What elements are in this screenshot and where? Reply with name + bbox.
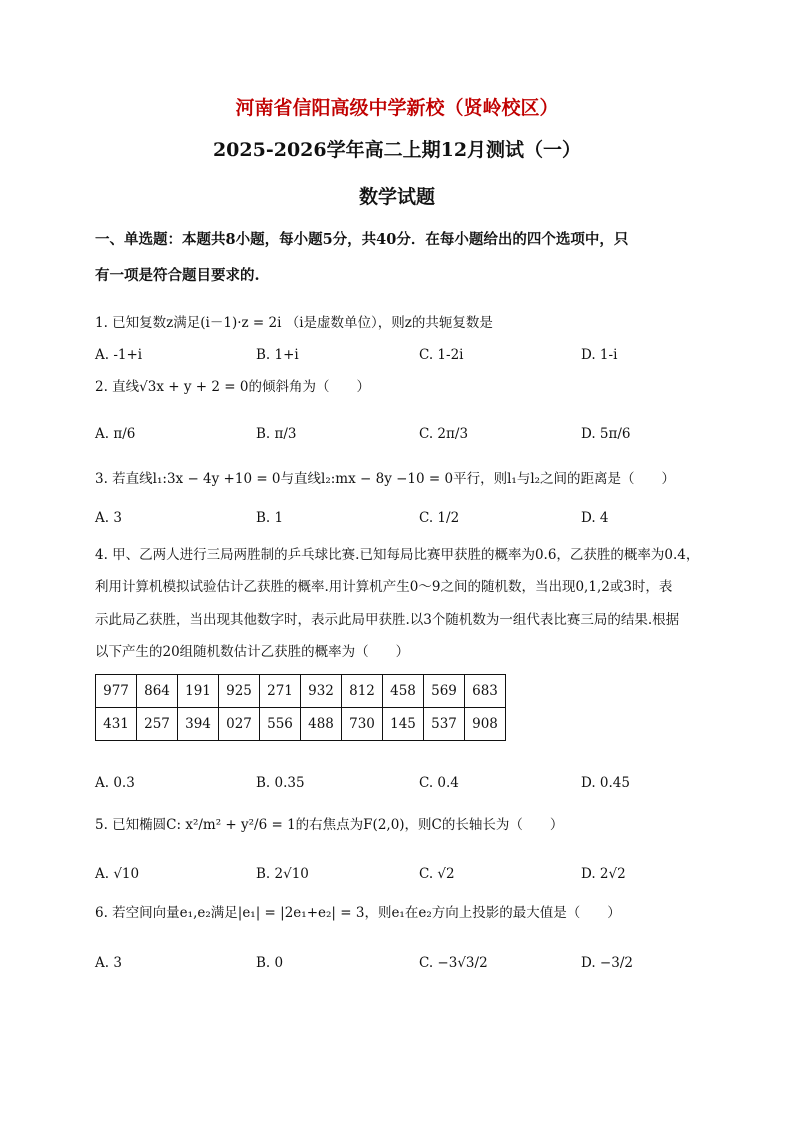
subject-title: 数学试题 bbox=[358, 186, 435, 208]
table-cell: 488 bbox=[301, 708, 342, 741]
q2-option-a: A. π/6 bbox=[95, 426, 136, 442]
table-cell: 257 bbox=[137, 708, 178, 741]
q6-option-a: A. 3 bbox=[95, 955, 122, 971]
q6-option-d: D. −3/2 bbox=[581, 955, 633, 971]
q6-option-b: B. 0 bbox=[256, 955, 284, 971]
q3-option-a: A. 3 bbox=[95, 510, 122, 526]
table-cell: 864 bbox=[137, 675, 178, 708]
q5-option-b: B. 2√10 bbox=[256, 866, 309, 882]
q3-option-d: D. 4 bbox=[581, 510, 609, 526]
table-cell: 908 bbox=[465, 708, 506, 741]
table-cell: 925 bbox=[219, 675, 260, 708]
table-cell: 431 bbox=[96, 708, 137, 741]
q5-option-d: D. 2√2 bbox=[581, 866, 626, 882]
table-cell: 556 bbox=[260, 708, 301, 741]
table-row bbox=[96, 675, 506, 708]
q3-option-c: C. 1/2 bbox=[419, 510, 460, 526]
table-cell: 027 bbox=[219, 708, 260, 741]
table-cell: 683 bbox=[465, 675, 506, 708]
table-cell: 537 bbox=[424, 708, 465, 741]
section-heading-line2: 有一项是符合题目要求的. bbox=[95, 267, 260, 284]
q2-option-d: D. 5π/6 bbox=[581, 426, 631, 442]
table-cell: 458 bbox=[383, 675, 424, 708]
q3-option-b: B. 1 bbox=[256, 510, 284, 526]
question-2: 2. 直线√3x + y + 2 = 0的倾斜角为（ ） bbox=[95, 379, 370, 395]
question-1: 1. 已知复数z满足(i－1)·z = 2i （i是虚数单位），则z的共轭复数是 bbox=[95, 315, 493, 331]
q4-option-a: A. 0.3 bbox=[95, 775, 135, 791]
q1-option-c: C. 1-2i bbox=[419, 347, 464, 363]
question-4-line2: 利用计算机模拟试验估计乙获胜的概率.用计算机产生0～9之间的随机数，当出现0,1,2或3时，表 bbox=[95, 579, 673, 595]
table-cell: 271 bbox=[260, 675, 301, 708]
table-cell: 394 bbox=[178, 708, 219, 741]
q5-option-c: C. √2 bbox=[419, 866, 455, 882]
question-4-line4: 以下产生的20组随机数估计乙获胜的概率为（ ） bbox=[95, 644, 410, 660]
table-cell: 812 bbox=[342, 675, 383, 708]
q5-option-a: A. √10 bbox=[95, 866, 140, 882]
section-heading-line1: 一、单选题：本题共8小题，每小题5分，共40分．在每小题给出的四个选项中，只 bbox=[95, 231, 629, 248]
q2-option-c: C. 2π/3 bbox=[419, 426, 469, 442]
question-3: 3. 若直线l₁:3x − 4y +10 = 0与直线l₂:mx − 8y −10 = 0平行，则l₁与l₂之间的距离是（ ） bbox=[95, 471, 676, 487]
table-cell: 932 bbox=[301, 675, 342, 708]
table-cell: 145 bbox=[383, 708, 424, 741]
q4-option-d: D. 0.45 bbox=[581, 775, 630, 791]
random-number-table bbox=[95, 674, 506, 741]
q1-option-b: B. 1+i bbox=[256, 347, 299, 363]
question-5: 5. 已知椭圆C: x²/m² + y²/6 = 1的右焦点为F(2,0)，则C的长轴长为（ ） bbox=[95, 817, 564, 833]
q4-option-c: C. 0.4 bbox=[419, 775, 459, 791]
q2-option-b: B. π/3 bbox=[256, 426, 297, 442]
q6-option-c: C. −3√3/2 bbox=[419, 955, 488, 971]
table-cell: 730 bbox=[342, 708, 383, 741]
q1-option-a: A. -1+i bbox=[95, 347, 143, 363]
question-6: 6. 若空间向量e₁,e₂满足|e₁| = |2e₁+e₂| = 3，则e₁在e₂方向上投影的最大值是（ ） bbox=[95, 905, 621, 921]
table-row bbox=[96, 708, 506, 741]
q1-option-d: D. 1-i bbox=[581, 347, 618, 363]
table-cell: 191 bbox=[178, 675, 219, 708]
table-cell: 977 bbox=[96, 675, 137, 708]
table-cell: 569 bbox=[424, 675, 465, 708]
question-4-line1: 4. 甲、乙两人进行三局两胜制的乒乓球比赛.已知每局比赛甲获胜的概率为0.6，乙获胜的概率为0.4， bbox=[95, 547, 700, 563]
question-4-line3: 示此局乙获胜，当出现其他数字时，表示此局甲获胜.以3个随机数为一组代表比赛三局的结果.根据 bbox=[95, 612, 680, 628]
school-title: 河南省信阳高级中学新校（贤岭校区） bbox=[235, 97, 559, 119]
exam-title: 2025-2026学年高二上期12月测试（一） bbox=[212, 139, 582, 161]
q4-option-b: B. 0.35 bbox=[256, 775, 305, 791]
